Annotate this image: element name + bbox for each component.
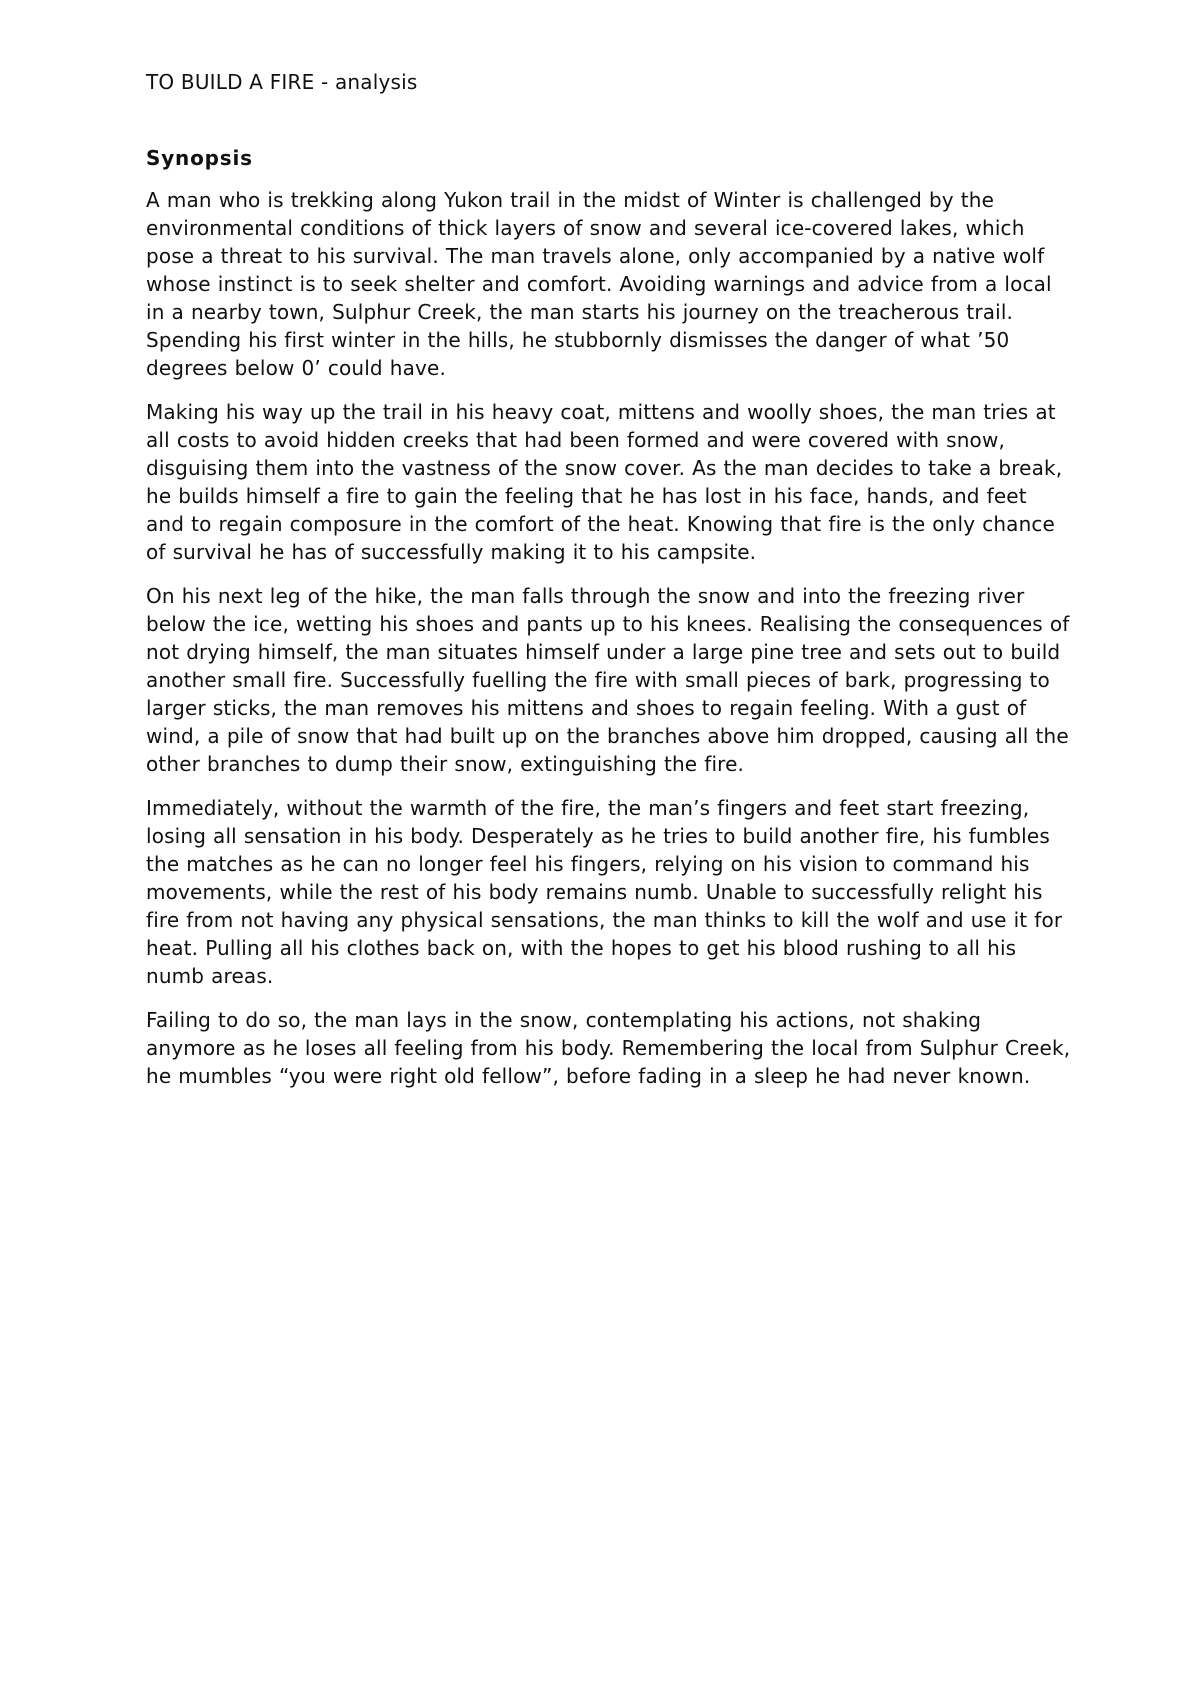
- document-content: [146, 68, 1071, 1090]
- paragraph-5: Failing to do so, the man lays in the snow, contemplating his actions, not shaking anymore as he loses all feeling from his body. Remembering the local from Sulphur Creek, he mumbles “you were right old fellow”, before fading in a sleep he had never known.: [146, 1008, 1071, 1088]
- paragraph-1: A man who is trekking along Yukon trail in the midst of Winter is challenged by the environmental conditions of thick layers of snow and several ice-covered lakes, which pose a threat to his survival. The man travels alone, only accompanied by a native wolf whose instinct is to seek shelter and comfort. Avoiding warnings and advice from a local in a nearby town, Sulphur Creek, the man starts his journey on the treacherous trail. Spending his first winter in the hills, he stubbornly dismisses the danger of what ’50 degrees below 0’ could have.: [146, 188, 1052, 380]
- paragraph-2: Making his way up the trail in his heavy coat, mittens and woolly shoes, the man tries at all costs to avoid hidden creeks that had been formed and were covered with snow, disguising them into the vastness of the snow cover. As the man decides to take a break, he builds himself a fire to gain the feeling that he has lost in his face, hands, and feet and to regain composure in the comfort of the heat. Knowing that fire is the only chance of survival he has of successfully making it to his campsite.: [146, 400, 1063, 564]
- paragraph-3: On his next leg of the hike, the man falls through the snow and into the freezing river below the ice, wetting his shoes and pants up to his knees. Realising the consequences of not drying himself, the man situates himself under a large pine tree and sets out to build another small fire. Successfully fuelling the fire with small pieces of bark, progressing to larger sticks, the man removes his mittens and shoes to regain feeling. With a gust of wind, a pile of snow that had built up on the branches above him dropped, causing all the other branches to dump their snow, extinguishing the fire.: [146, 584, 1070, 776]
- document-title: TO BUILD A FIRE - analysis: [146, 70, 418, 94]
- paragraph-4: Immediately, without the warmth of the fire, the man’s fingers and feet start freezing, losing all sensation in his body. Desperately as he tries to build another fire, his fumbles the matches as he can no longer feel his fingers, relying on his vision to command his movements, while the rest of his body remains numb. Unable to successfully relight his fire from not having any physical sensations, the man thinks to kill the wolf and use it for heat. Pulling all his clothes back on, with the hopes to get his blood rushing to all his numb areas.: [146, 796, 1063, 988]
- section-heading-synopsis: Synopsis: [146, 146, 253, 170]
